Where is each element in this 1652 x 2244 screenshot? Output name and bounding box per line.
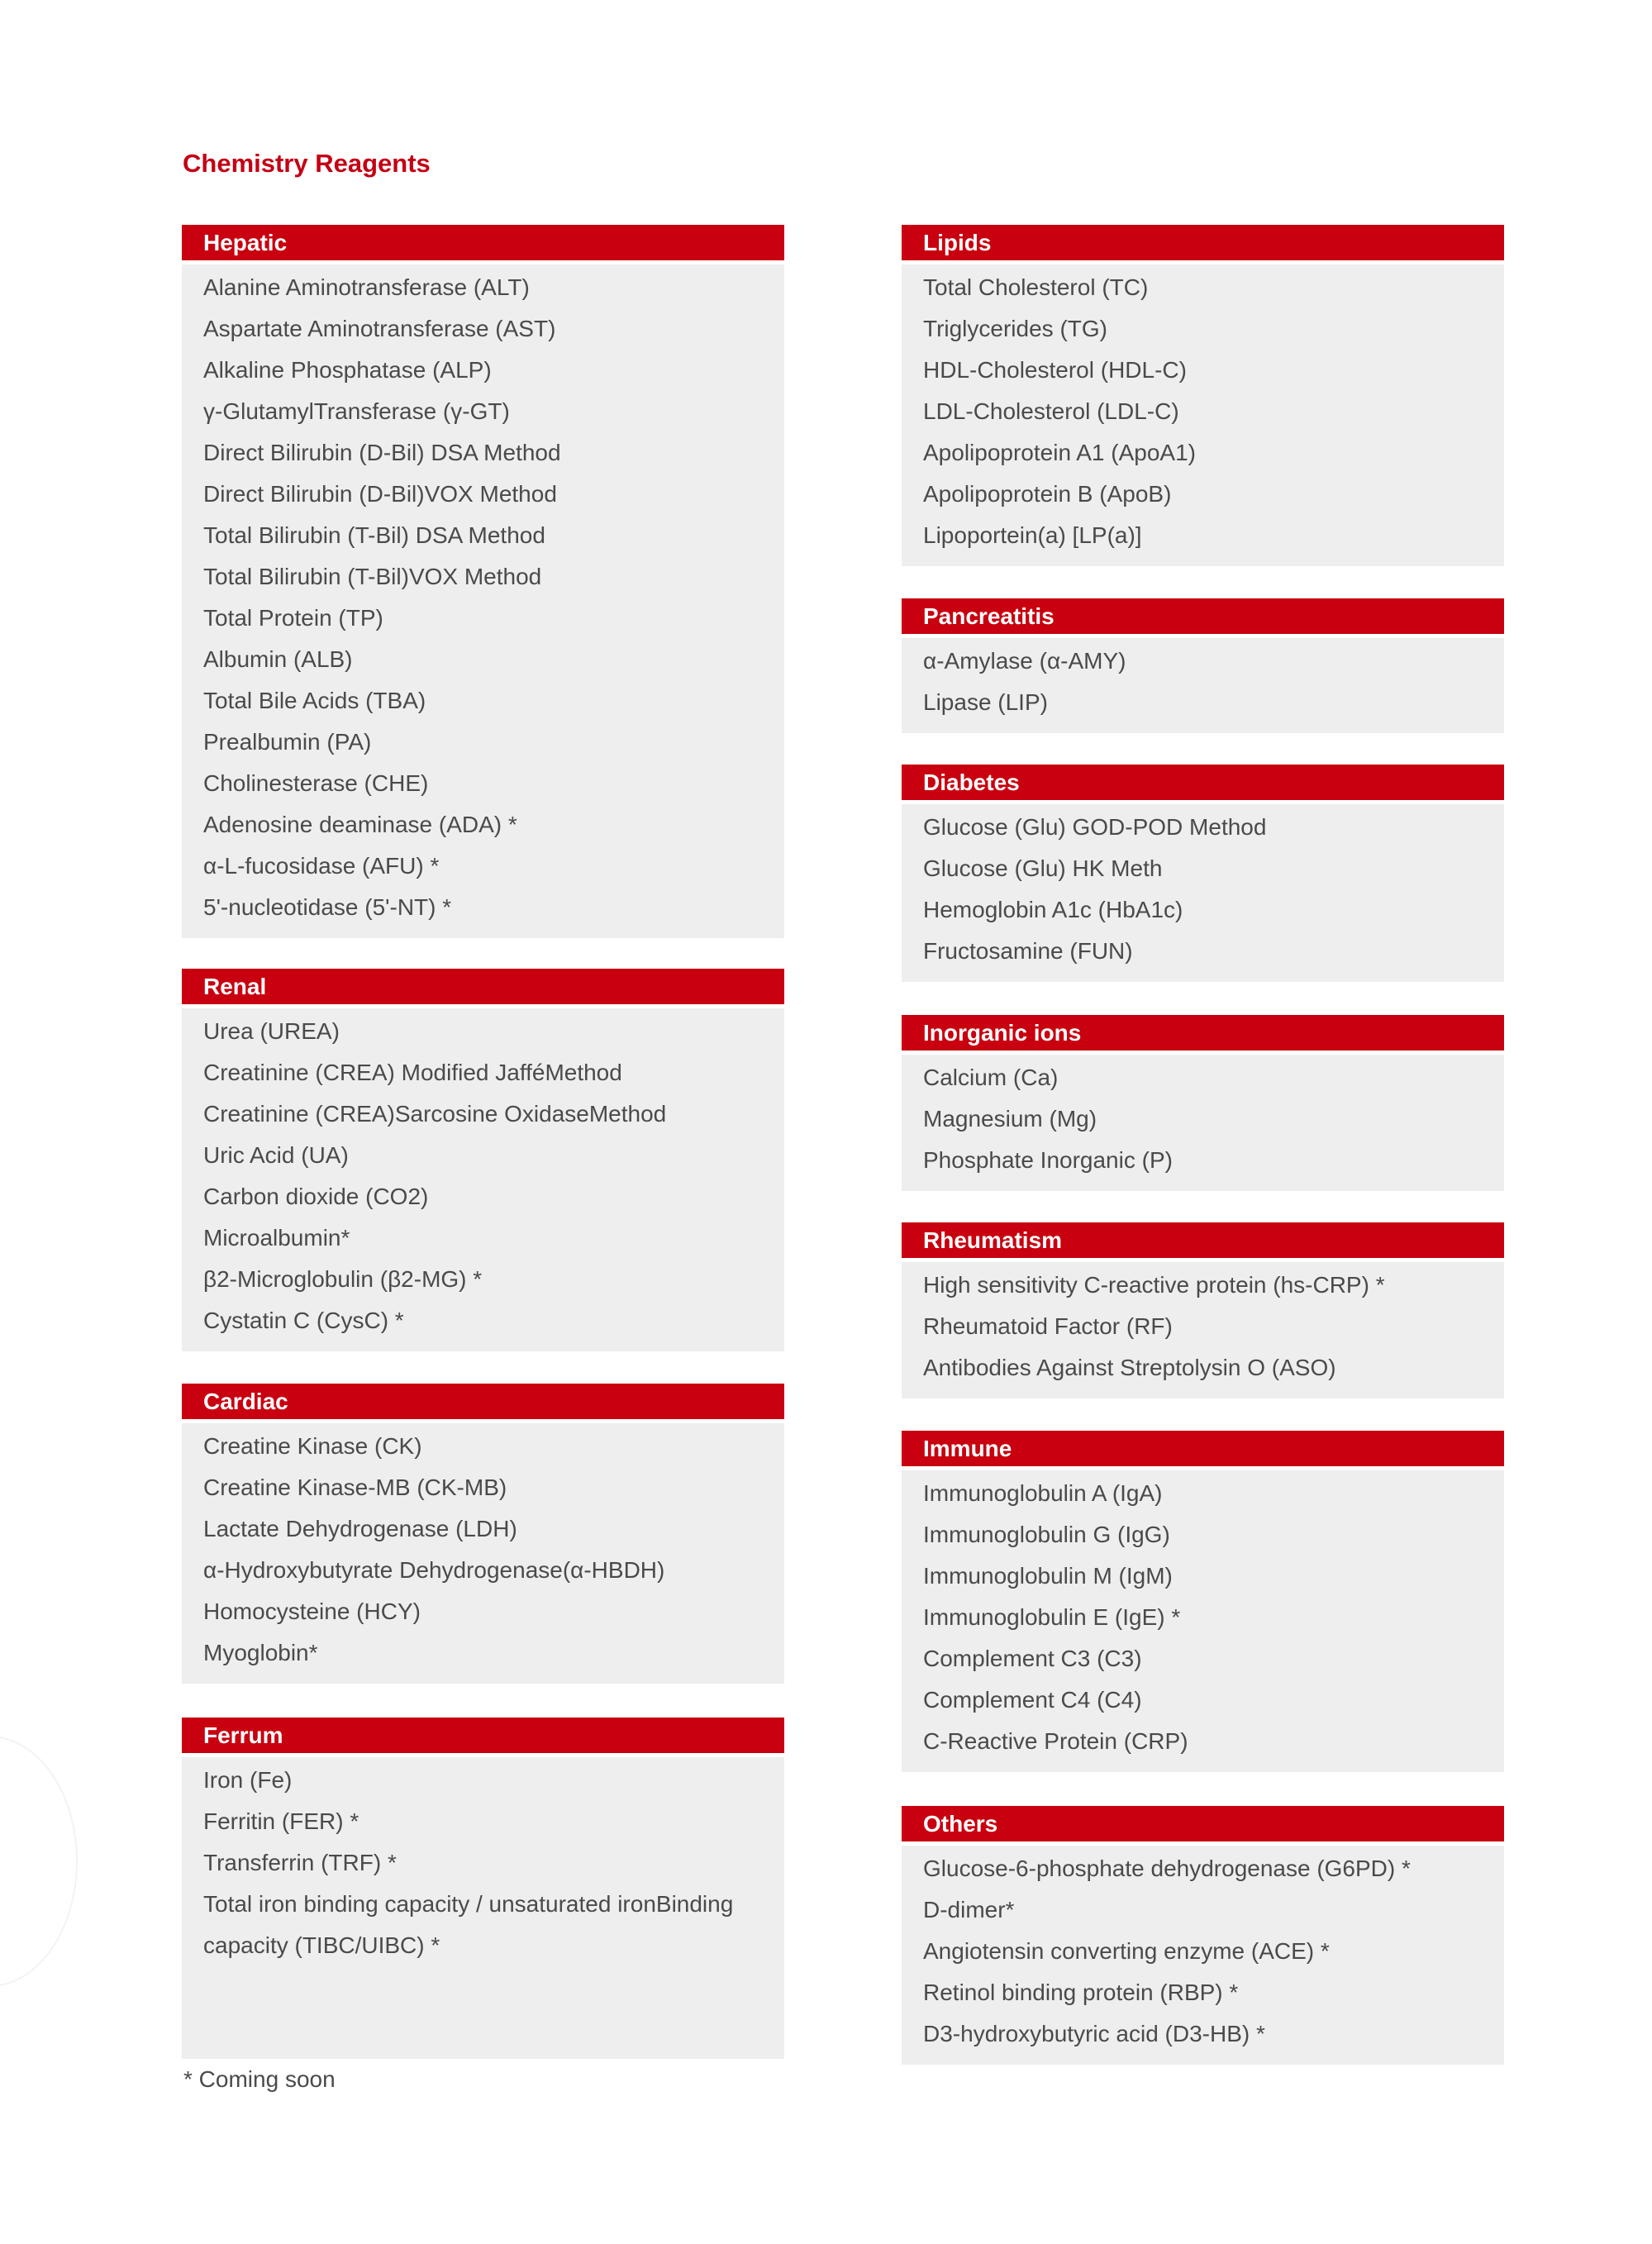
list-item: Lipoportein(a) [LP(a)] xyxy=(923,522,1142,548)
list-item: Retinol binding protein (RBP) * xyxy=(923,1980,1239,2005)
list-item: Direct Bilirubin (D-Bil) DSA Method xyxy=(203,440,561,465)
list-item: Adenosine deaminase (ADA) * xyxy=(203,812,517,837)
list-item: Albumin (ALB) xyxy=(203,646,353,672)
list-item: Total Bilirubin (T-Bil) DSA Method xyxy=(203,522,545,548)
list-item: Transferrin (TRF) * xyxy=(203,1850,397,1875)
list-item: Calcium (Ca) xyxy=(923,1065,1059,1090)
list-item: Apolipoprotein A1 (ApoA1) xyxy=(923,440,1196,465)
section-list xyxy=(902,804,1504,982)
list-item: LDL-Cholesterol (LDL-C) xyxy=(923,398,1179,424)
section-list xyxy=(182,1757,784,2059)
section-header: Others xyxy=(902,1806,1504,1841)
list-item: Ferritin (FER) * xyxy=(203,1808,359,1834)
list-item: Prealbumin (PA) xyxy=(203,729,372,755)
list-item: α-Hydroxybutyrate Dehydrogenase(α-HBDH) xyxy=(203,1557,665,1583)
list-item: Total Protein (TP) xyxy=(203,605,383,631)
list-item: Microalbumin* xyxy=(203,1225,350,1251)
list-item: Aspartate Aminotransferase (AST) xyxy=(203,316,556,341)
section-list xyxy=(902,638,1504,733)
decorative-circle xyxy=(0,1736,78,1987)
list-item: Lipase (LIP) xyxy=(923,689,1048,715)
list-item: Alkaline Phosphatase (ALP) xyxy=(203,357,492,383)
section-lipids xyxy=(902,225,1504,566)
page-title: Chemistry Reagents xyxy=(183,149,431,178)
list-item: D3-hydroxybutyric acid (D3-HB) * xyxy=(923,2021,1265,2046)
list-item: Complement C3 (C3) xyxy=(923,1646,1142,1671)
list-item: Alanine Aminotransferase (ALT) xyxy=(203,274,530,300)
list-item: Myoglobin* xyxy=(203,1640,318,1665)
list-item: Total Cholesterol (TC) xyxy=(923,274,1149,300)
list-item: β2-Microglobulin (β2-MG) * xyxy=(203,1266,483,1292)
list-item: HDL-Cholesterol (HDL-C) xyxy=(923,357,1187,383)
section-header: Ferrum xyxy=(182,1718,784,1753)
section-header: Rheumatism xyxy=(902,1222,1504,1258)
section-inorganic-ions xyxy=(902,1015,1504,1191)
list-item: Creatine Kinase-MB (CK-MB) xyxy=(203,1475,507,1500)
list-item: Angiotensin converting enzyme (ACE) * xyxy=(923,1938,1330,1964)
list-item: Urea (UREA) xyxy=(203,1018,340,1044)
section-header: Inorganic ions xyxy=(902,1015,1504,1051)
list-item: Apolipoprotein B (ApoB) xyxy=(923,481,1172,507)
list-item: Phosphate Inorganic (P) xyxy=(923,1147,1173,1173)
section-header: Hepatic xyxy=(182,225,784,260)
list-item: Magnesium (Mg) xyxy=(923,1106,1097,1132)
list-item: Glucose (Glu) GOD-POD Method xyxy=(923,814,1267,840)
section-list xyxy=(902,264,1504,566)
section-hepatic xyxy=(182,225,784,938)
list-item: 5'-nucleotidase (5'-NT) * xyxy=(203,894,452,920)
list-item: Rheumatoid Factor (RF) xyxy=(923,1313,1173,1339)
footnote: * Coming soon xyxy=(183,2066,336,2092)
section-others xyxy=(902,1806,1504,2065)
list-item: Fructosamine (FUN) xyxy=(923,938,1133,964)
list-item: Glucose-6-phosphate dehydrogenase (G6PD) * xyxy=(923,1856,1411,1881)
list-item: C-Reactive Protein (CRP) xyxy=(923,1728,1188,1754)
list-item: Uric Acid (UA) xyxy=(203,1142,349,1168)
section-immune xyxy=(902,1431,1504,1772)
section-cardiac xyxy=(182,1384,784,1684)
section-list xyxy=(902,1846,1504,2065)
list-item: Total Bile Acids (TBA) xyxy=(203,688,426,713)
section-list xyxy=(182,264,784,938)
list-item: Creatinine (CREA) Modified JafféMethod xyxy=(203,1060,622,1085)
list-item: Homocysteine (HCY) xyxy=(203,1598,421,1624)
list-item: Glucose (Glu) HK Meth xyxy=(923,855,1163,881)
section-header: Pancreatitis xyxy=(902,598,1504,634)
section-header: Renal xyxy=(182,969,784,1004)
list-item: Hemoglobin A1c (HbA1c) xyxy=(923,897,1183,922)
section-renal xyxy=(182,969,784,1351)
section-list xyxy=(902,1055,1504,1191)
section-list xyxy=(902,1470,1504,1772)
list-item: Carbon dioxide (CO2) xyxy=(203,1184,429,1209)
list-item: α-Amylase (α-AMY) xyxy=(923,648,1126,674)
list-item: α-L-fucosidase (AFU) * xyxy=(203,853,440,879)
list-item: Immunoglobulin A (IgA) xyxy=(923,1480,1163,1506)
section-ferrum xyxy=(182,1718,784,2059)
list-item: Creatinine (CREA)Sarcosine OxidaseMethod xyxy=(203,1101,667,1127)
list-item: γ-GlutamylTransferase (γ-GT) xyxy=(203,398,510,424)
section-list xyxy=(182,1008,784,1351)
list-item: D-dimer* xyxy=(923,1897,1015,1922)
list-item: Antibodies Against Streptolysin O (ASO) xyxy=(923,1355,1336,1380)
section-list xyxy=(182,1423,784,1684)
list-item: Lactate Dehydrogenase (LDH) xyxy=(203,1516,517,1541)
section-rheumatism xyxy=(902,1222,1504,1398)
list-item: Immunoglobulin G (IgG) xyxy=(923,1522,1170,1547)
list-item: Iron (Fe) xyxy=(203,1767,293,1793)
list-item: Cystatin C (CysC) * xyxy=(203,1308,404,1333)
list-item: Immunoglobulin E (IgE) * xyxy=(923,1604,1181,1630)
section-header: Immune xyxy=(902,1431,1504,1466)
section-header: Diabetes xyxy=(902,765,1504,800)
list-item: capacity (TIBC/UIBC) * xyxy=(203,1932,440,1958)
list-item: Total Bilirubin (T-Bil)VOX Method xyxy=(203,564,542,589)
list-item: Direct Bilirubin (D-Bil)VOX Method xyxy=(203,481,557,507)
list-item: Total iron binding capacity / unsaturated ironBinding xyxy=(203,1891,734,1917)
section-list xyxy=(902,1262,1504,1398)
section-header: Lipids xyxy=(902,225,1504,260)
list-item: Complement C4 (C4) xyxy=(923,1687,1142,1713)
section-pancreatitis xyxy=(902,598,1504,733)
list-item: Creatine Kinase (CK) xyxy=(203,1433,422,1459)
section-header: Cardiac xyxy=(182,1384,784,1419)
list-item: Triglycerides (TG) xyxy=(923,316,1107,341)
list-item: Immunoglobulin M (IgM) xyxy=(923,1563,1173,1589)
section-diabetes xyxy=(902,765,1504,982)
list-item: Cholinesterase (CHE) xyxy=(203,770,429,796)
list-item: High sensitivity C-reactive protein (hs-CRP) * xyxy=(923,1272,1385,1298)
